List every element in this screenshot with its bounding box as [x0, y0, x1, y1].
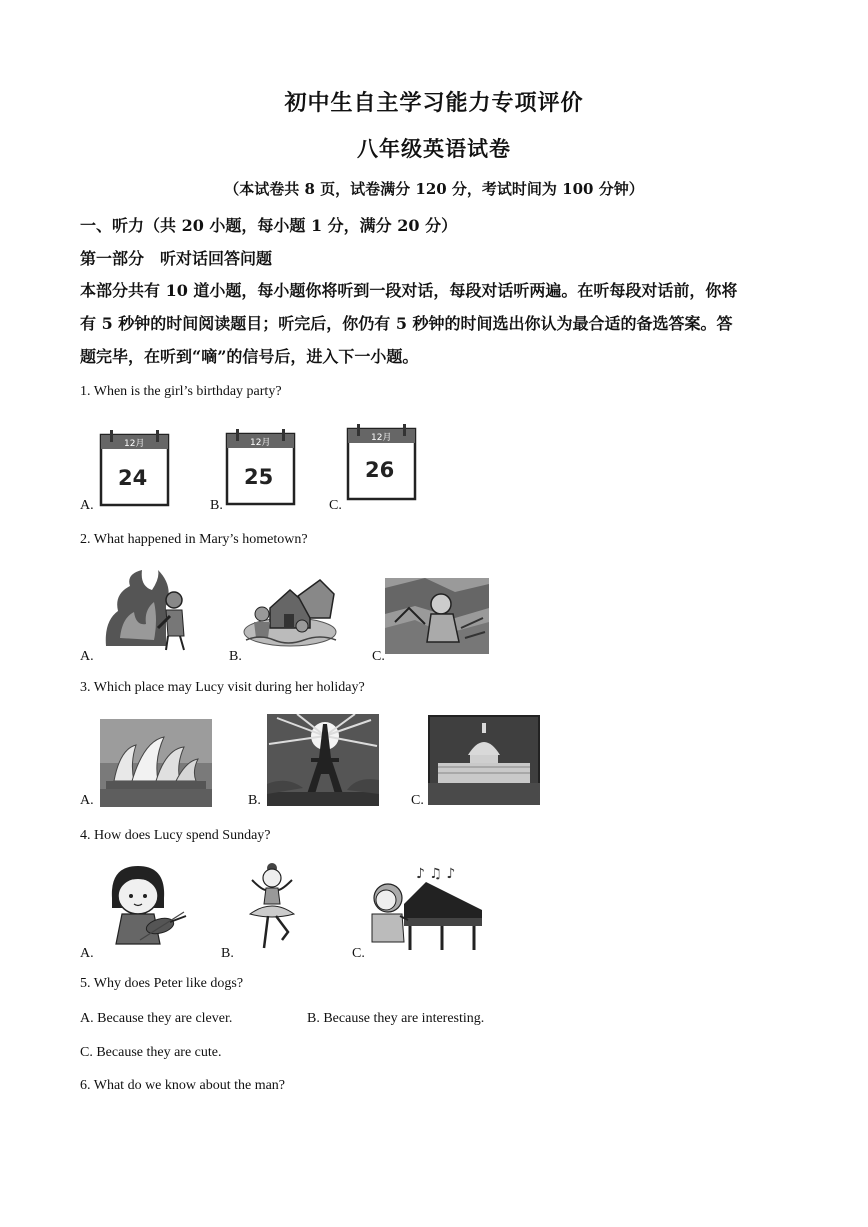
- violin-girl-picture: [100, 862, 188, 950]
- section-heading: 一、听力（共 20 小题，每小题 1 分，满分 20 分）: [80, 216, 458, 235]
- calendar-month-label: 12月: [124, 439, 145, 449]
- instructions-line-3: 题完毕，在听到“嘀”的信号后，进入下一小题。: [80, 347, 419, 366]
- option-label-2b: B.: [229, 649, 242, 664]
- ballet-dancer-picture: [242, 860, 302, 956]
- option-label-1a: A.: [80, 498, 94, 513]
- option-label-1c: C.: [329, 498, 342, 513]
- option-5c: C. Because they are cute.: [80, 1045, 222, 1060]
- exam-note: （本试卷共 8 页，试卷满分 120 分，考试时间为 100 分钟）: [224, 180, 644, 198]
- calendar-24-icon: [98, 428, 172, 512]
- calendar-26-icon: [345, 422, 419, 506]
- instructions-line-1: 本部分共有 10 道小题，每小题你将听到一段对话，每段对话听两遍。在听每段对话前，你将: [80, 281, 738, 300]
- piano-player-picture: [364, 862, 490, 958]
- option-5a: A. Because they are clever.: [80, 1011, 233, 1026]
- exam-title: 初中生自主学习能力专项评价: [284, 90, 584, 116]
- instructions-line-2: 有 5 秒钟的时间阅读题目；听完后，你仍有 5 秒钟的时间选出你认为最合适的备选答案。答: [80, 314, 733, 333]
- question-1: 1. When is the girl’s birthday party?: [80, 384, 282, 399]
- calendar-month-label: 12月: [250, 438, 271, 448]
- question-2: 2. What happened in Mary’s hometown?: [80, 532, 308, 547]
- option-label-1b: B.: [210, 498, 223, 513]
- option-label-2c: C.: [372, 649, 385, 664]
- svg-text:♪ ♫ ♪: ♪ ♫ ♪: [416, 866, 456, 882]
- option-label-2a: A.: [80, 649, 94, 664]
- option-label-4a: A.: [80, 946, 94, 961]
- calendar-month-label: 12月: [371, 433, 392, 443]
- flood-picture: [240, 568, 340, 654]
- eiffel-tower-photo: [267, 714, 379, 810]
- question-5: 5. Why does Peter like dogs?: [80, 976, 244, 991]
- option-5b: B. Because they are interesting.: [307, 1011, 485, 1026]
- option-label-3c: C.: [411, 793, 424, 808]
- calendar-day-label: 25: [244, 465, 274, 489]
- calendar-day-label: 24: [118, 466, 148, 490]
- option-label-4b: B.: [221, 946, 234, 961]
- us-capitol-photo: [428, 715, 540, 809]
- option-label-3b: B.: [248, 793, 261, 808]
- option-label-3a: A.: [80, 793, 94, 808]
- fire-picture: [96, 566, 196, 656]
- question-3: 3. Which place may Lucy visit during her holiday?: [80, 680, 365, 695]
- earthquake-picture: [385, 578, 489, 658]
- question-6: 6. What do we know about the man?: [80, 1078, 286, 1093]
- option-label-4c: C.: [352, 946, 365, 961]
- question-4: 4. How does Lucy spend Sunday?: [80, 828, 271, 843]
- exam-subtitle: 八年级英语试卷: [357, 136, 511, 161]
- sydney-opera-house-photo: [100, 719, 212, 811]
- calendar-day-label: 26: [365, 458, 395, 482]
- calendar-25-icon: [224, 427, 298, 511]
- part-title: 第一部分 听对话回答问题: [80, 249, 273, 268]
